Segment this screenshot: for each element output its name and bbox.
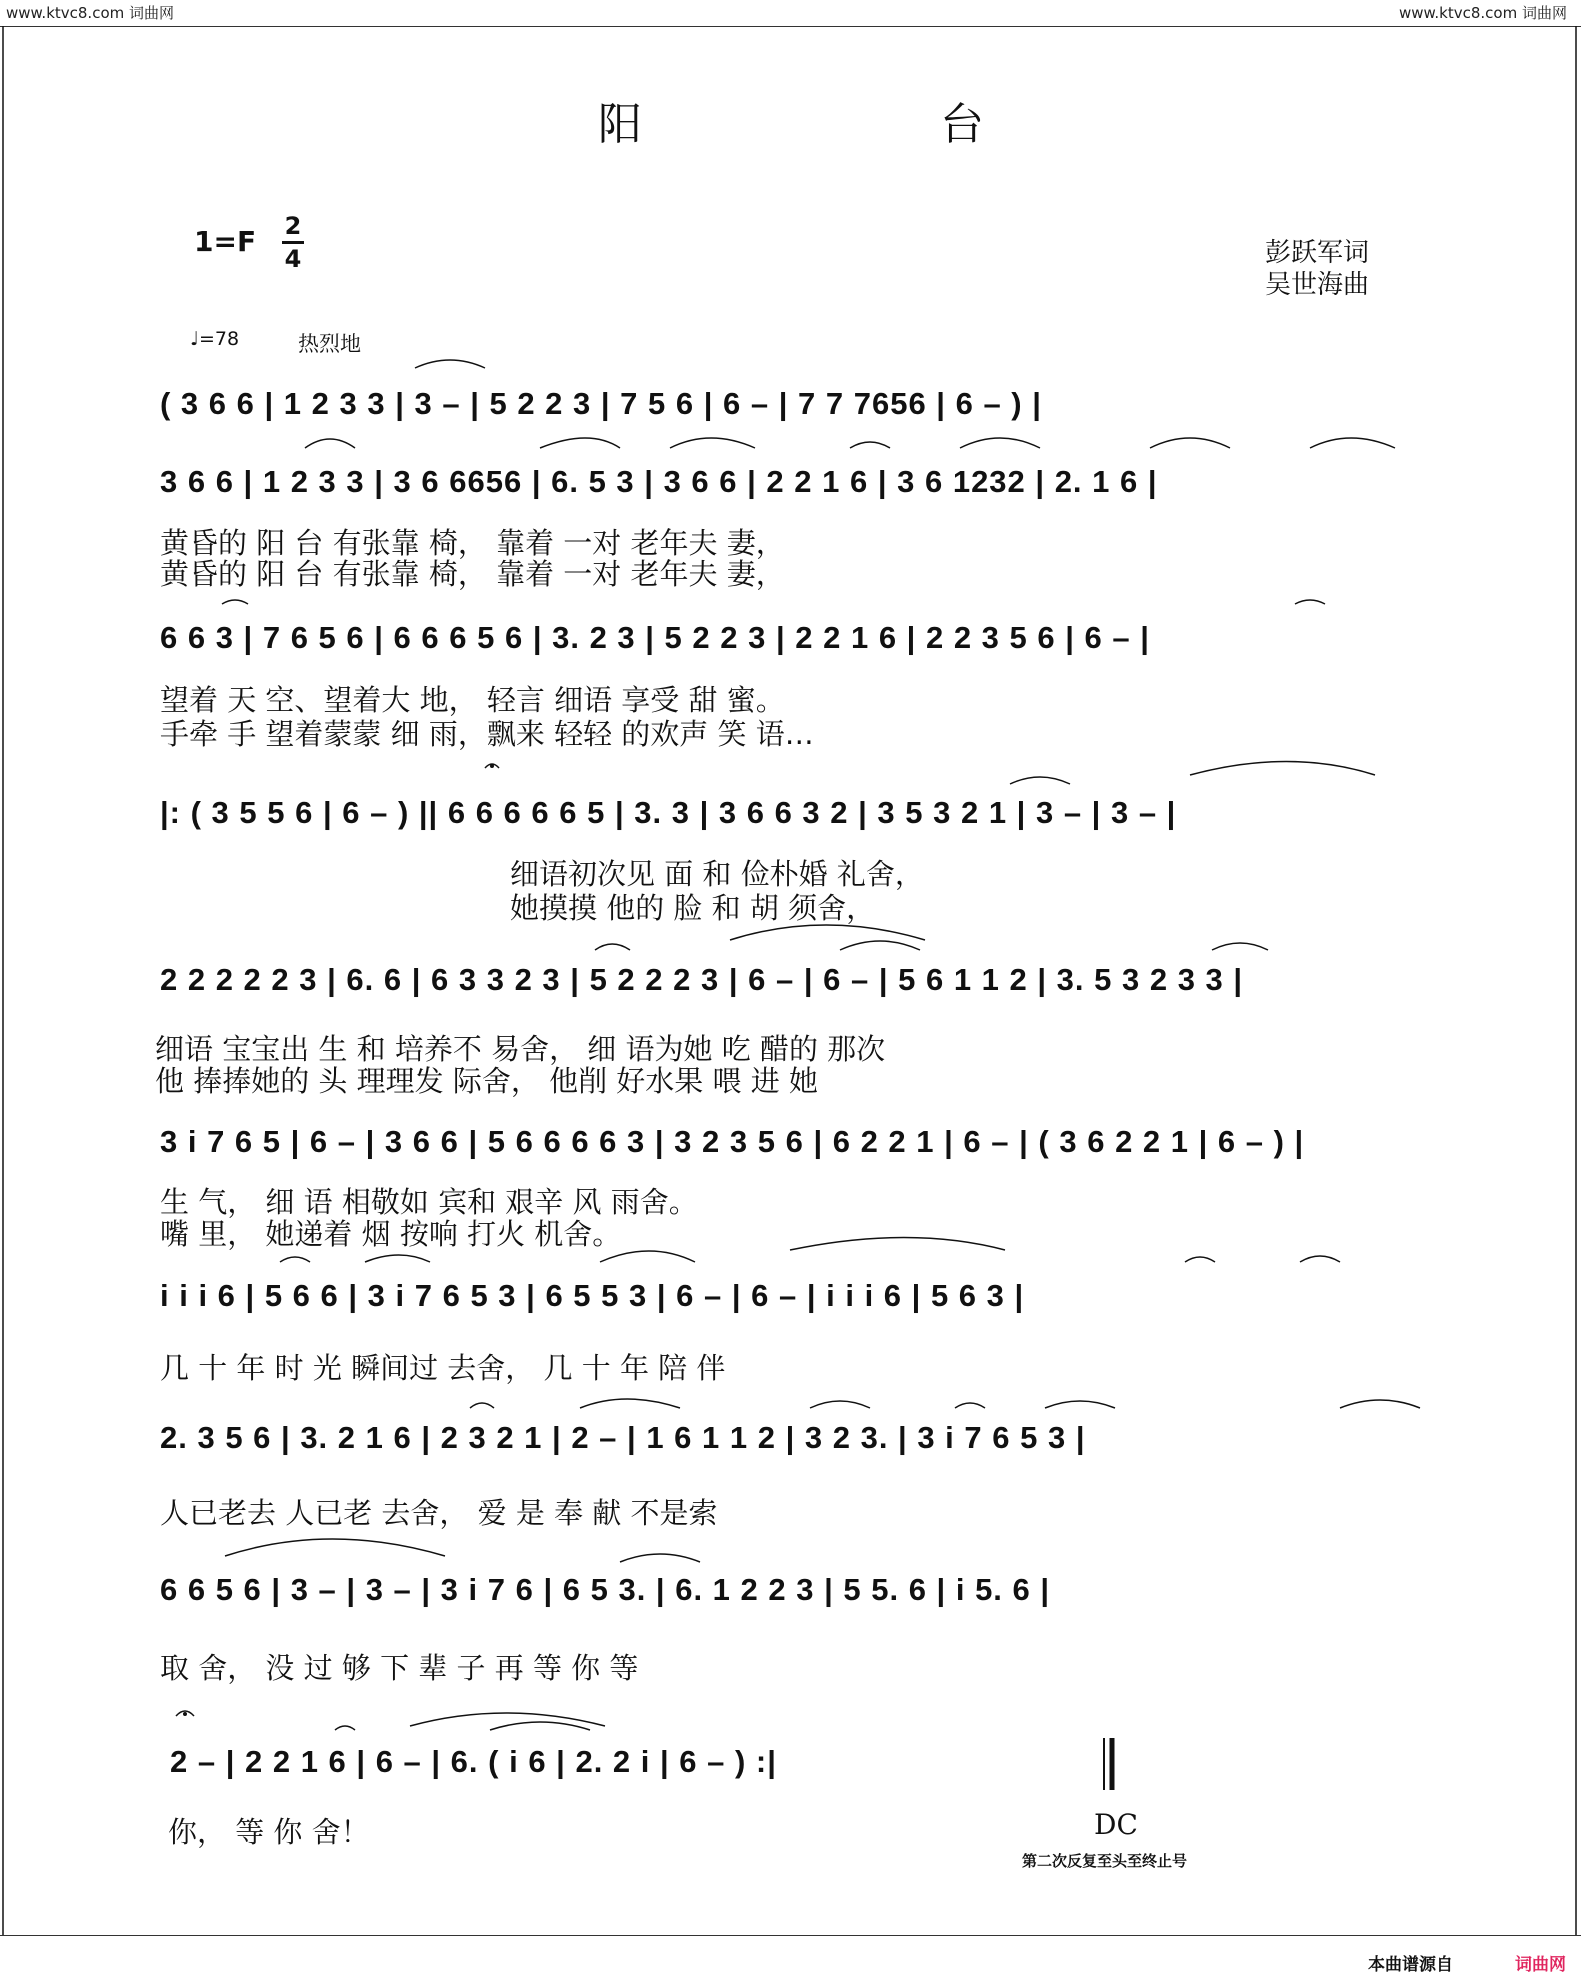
slur	[1185, 1257, 1215, 1262]
dc-marking: DC	[1094, 1808, 1138, 1841]
key-signature: 1=F	[194, 225, 257, 258]
slur	[335, 1726, 355, 1730]
slur	[540, 438, 620, 448]
slur	[960, 438, 1040, 448]
lyric-line-4-verse-2: 她摸摸 他的 脸 和 胡 须舍，	[510, 891, 876, 925]
lyric-line-9: 取 舍， 没 过 够 下 辈 子 再 等 你 等	[160, 1651, 639, 1685]
notation-line-3: 6 6 3 | 7 6 5 6 | 6 6 6 5 6 | 3. 2 3 | 5 2 2 3 | 2 2 1 6 | 2 2 3 5 6 | 6 – |	[160, 620, 1150, 655]
fermata-dot	[183, 1712, 187, 1716]
slur	[670, 438, 755, 448]
notation-line-2: 3 6 6 | 1 2 3 3 | 3 6 6656 | 6. 5 3 | 3 6 6 | 2 2 1 6 | 3 6 1232 | 2. 1 6 |	[160, 464, 1158, 499]
notation-line-9: 6 6 5 6 | 3 – | 3 – | 3 i 7 6 | 6 5 3. | 6. 1 2 2 3 | 5 5. 6 | i 5. 6 |	[160, 1572, 1051, 1607]
notation-line-4: |: ( 3 5 5 6 | 6 – ) || 6 6 6 6 6 5 | 3. 3 | 3 6 6 3 2 | 3 5 3 2 1 | 3 – | 3 – |	[160, 795, 1177, 830]
notation-line-5: 2 2 2 2 2 3 | 6. 6 | 6 3 3 2 3 | 5 2 2 2 3 | 6 – | 6 – | 5 6 1 1 2 | 3. 5 3 2 3 3 |	[160, 962, 1244, 997]
title-char-2: 台	[940, 99, 984, 150]
slur	[1150, 438, 1230, 448]
slur	[1310, 438, 1395, 448]
lyric-line-6-verse-2: 嘴 里， 她递着 烟 按响 打火 机舍。	[160, 1217, 622, 1251]
time-signature-top: 2	[284, 212, 302, 240]
lyric-line-2-verse-2: 黄昏的 阳 台 有张靠 椅， 靠着 一对 老年夫 妻，	[160, 557, 785, 591]
slur	[305, 439, 355, 448]
title-char-1: 阳	[598, 99, 642, 150]
slur	[840, 941, 920, 950]
lyric-line-3-verse-2: 手牵 手 望着蒙蒙 细 雨，飘来 轻轻 的欢声 笑 语…	[160, 717, 814, 751]
lyric-line-10: 你， 等 你 舍！	[168, 1815, 370, 1849]
slur	[280, 1257, 310, 1262]
slur	[810, 1401, 870, 1408]
lyric-line-3-verse-1: 望着 天 空、望着大 地， 轻言 细语 享受 甜 蜜。	[160, 683, 785, 717]
slur	[1300, 1256, 1340, 1262]
slur	[595, 944, 630, 950]
lyric-line-5-verse-1: 细语 宝宝出 生 和 培养不 易舍， 细 语为她 吃 醋的 那次	[155, 1032, 886, 1066]
notation-line-7: i i i 6 | 5 6 6 | 3 i 7 6 5 3 | 6 5 5 3 | 6 – | 6 – | i i i 6 | 5 6 3 |	[160, 1278, 1025, 1313]
slur	[850, 442, 890, 448]
slur	[365, 1255, 430, 1262]
footer-source-text: 本曲谱源自	[1368, 1955, 1453, 1975]
tempo-marking: ♩=78	[190, 328, 240, 350]
lyric-line-8: 人已老去 人已老 去舍， 爱 是 奉 献 不是索	[160, 1496, 718, 1530]
slur	[620, 1554, 700, 1562]
header-right-watermark: www.ktvc8.com 词曲网	[1398, 4, 1567, 22]
notation-line-8: 2. 3 5 6 | 3. 2 1 6 | 2 3 2 1 | 2 – | 1 6 1 1 2 | 3 2 3. | 3 i 7 6 5 3 |	[160, 1420, 1086, 1455]
slur	[1340, 1400, 1420, 1408]
slur	[1190, 762, 1375, 776]
slur	[470, 1403, 494, 1408]
slur	[225, 1539, 445, 1556]
slur	[222, 600, 248, 604]
lyric-line-5-verse-2: 他 捧捧她的 头 理理发 际舍， 他削 好水果 喂 进 她	[155, 1064, 818, 1098]
fermata-dot	[490, 764, 494, 768]
slur	[730, 925, 925, 940]
slur	[600, 1251, 695, 1262]
notation-line-1: ( 3 6 6 | 1 2 3 3 | 3 – | 5 2 2 3 | 7 5 6 | 6 – | 7 7 7656 | 6 – ) |	[160, 386, 1042, 421]
slur	[955, 1403, 985, 1408]
slur	[580, 1399, 680, 1408]
slur	[410, 1713, 605, 1726]
slur	[790, 1238, 1005, 1251]
footer-rule	[0, 1935, 1581, 1936]
slur	[415, 360, 485, 368]
slur	[1212, 943, 1268, 950]
time-signature-bottom: 4	[284, 245, 302, 273]
notation-line-10: 2 – | 2 2 1 6 | 6 – | 6. ( i 6 | 2. 2 i | 6 – ) :|	[170, 1744, 777, 1779]
lyricist-credit: 彭跃军词	[1265, 238, 1370, 268]
composer-credit: 吴世海曲	[1265, 270, 1370, 300]
slur	[1295, 600, 1325, 604]
lyric-line-2-verse-1: 黄昏的 阳 台 有张靠 椅， 靠着 一对 老年夫 妻，	[160, 526, 785, 560]
slur	[1045, 1401, 1115, 1408]
lyric-line-6-verse-1: 生 气， 细 语 相敬如 宾和 艰辛 风 雨舍。	[160, 1185, 698, 1219]
dc-instruction: 第二次反复至头至终止号	[1022, 1852, 1188, 1870]
expression-marking: 热烈地	[298, 332, 361, 356]
slur	[490, 1722, 590, 1730]
header-left-watermark: www.ktvc8.com 词曲网	[6, 4, 175, 22]
notation-line-6: 3 i 7 6 5 | 6 – | 3 6 6 | 5 6 6 6 6 3 | 3 2 3 5 6 | 6 2 2 1 | 6 – | ( 3 6 2 2 1 | 6 – ) |	[160, 1124, 1305, 1159]
lyric-line-7: 几 十 年 时 光 瞬间过 去舍， 几 十 年 陪 伴	[160, 1351, 726, 1385]
lyric-line-4-verse-1: 细语初次见 面 和 俭朴婚 礼舍，	[510, 857, 924, 891]
slur	[1010, 777, 1070, 784]
footer-brand-link[interactable]: 词曲网	[1515, 1955, 1566, 1975]
